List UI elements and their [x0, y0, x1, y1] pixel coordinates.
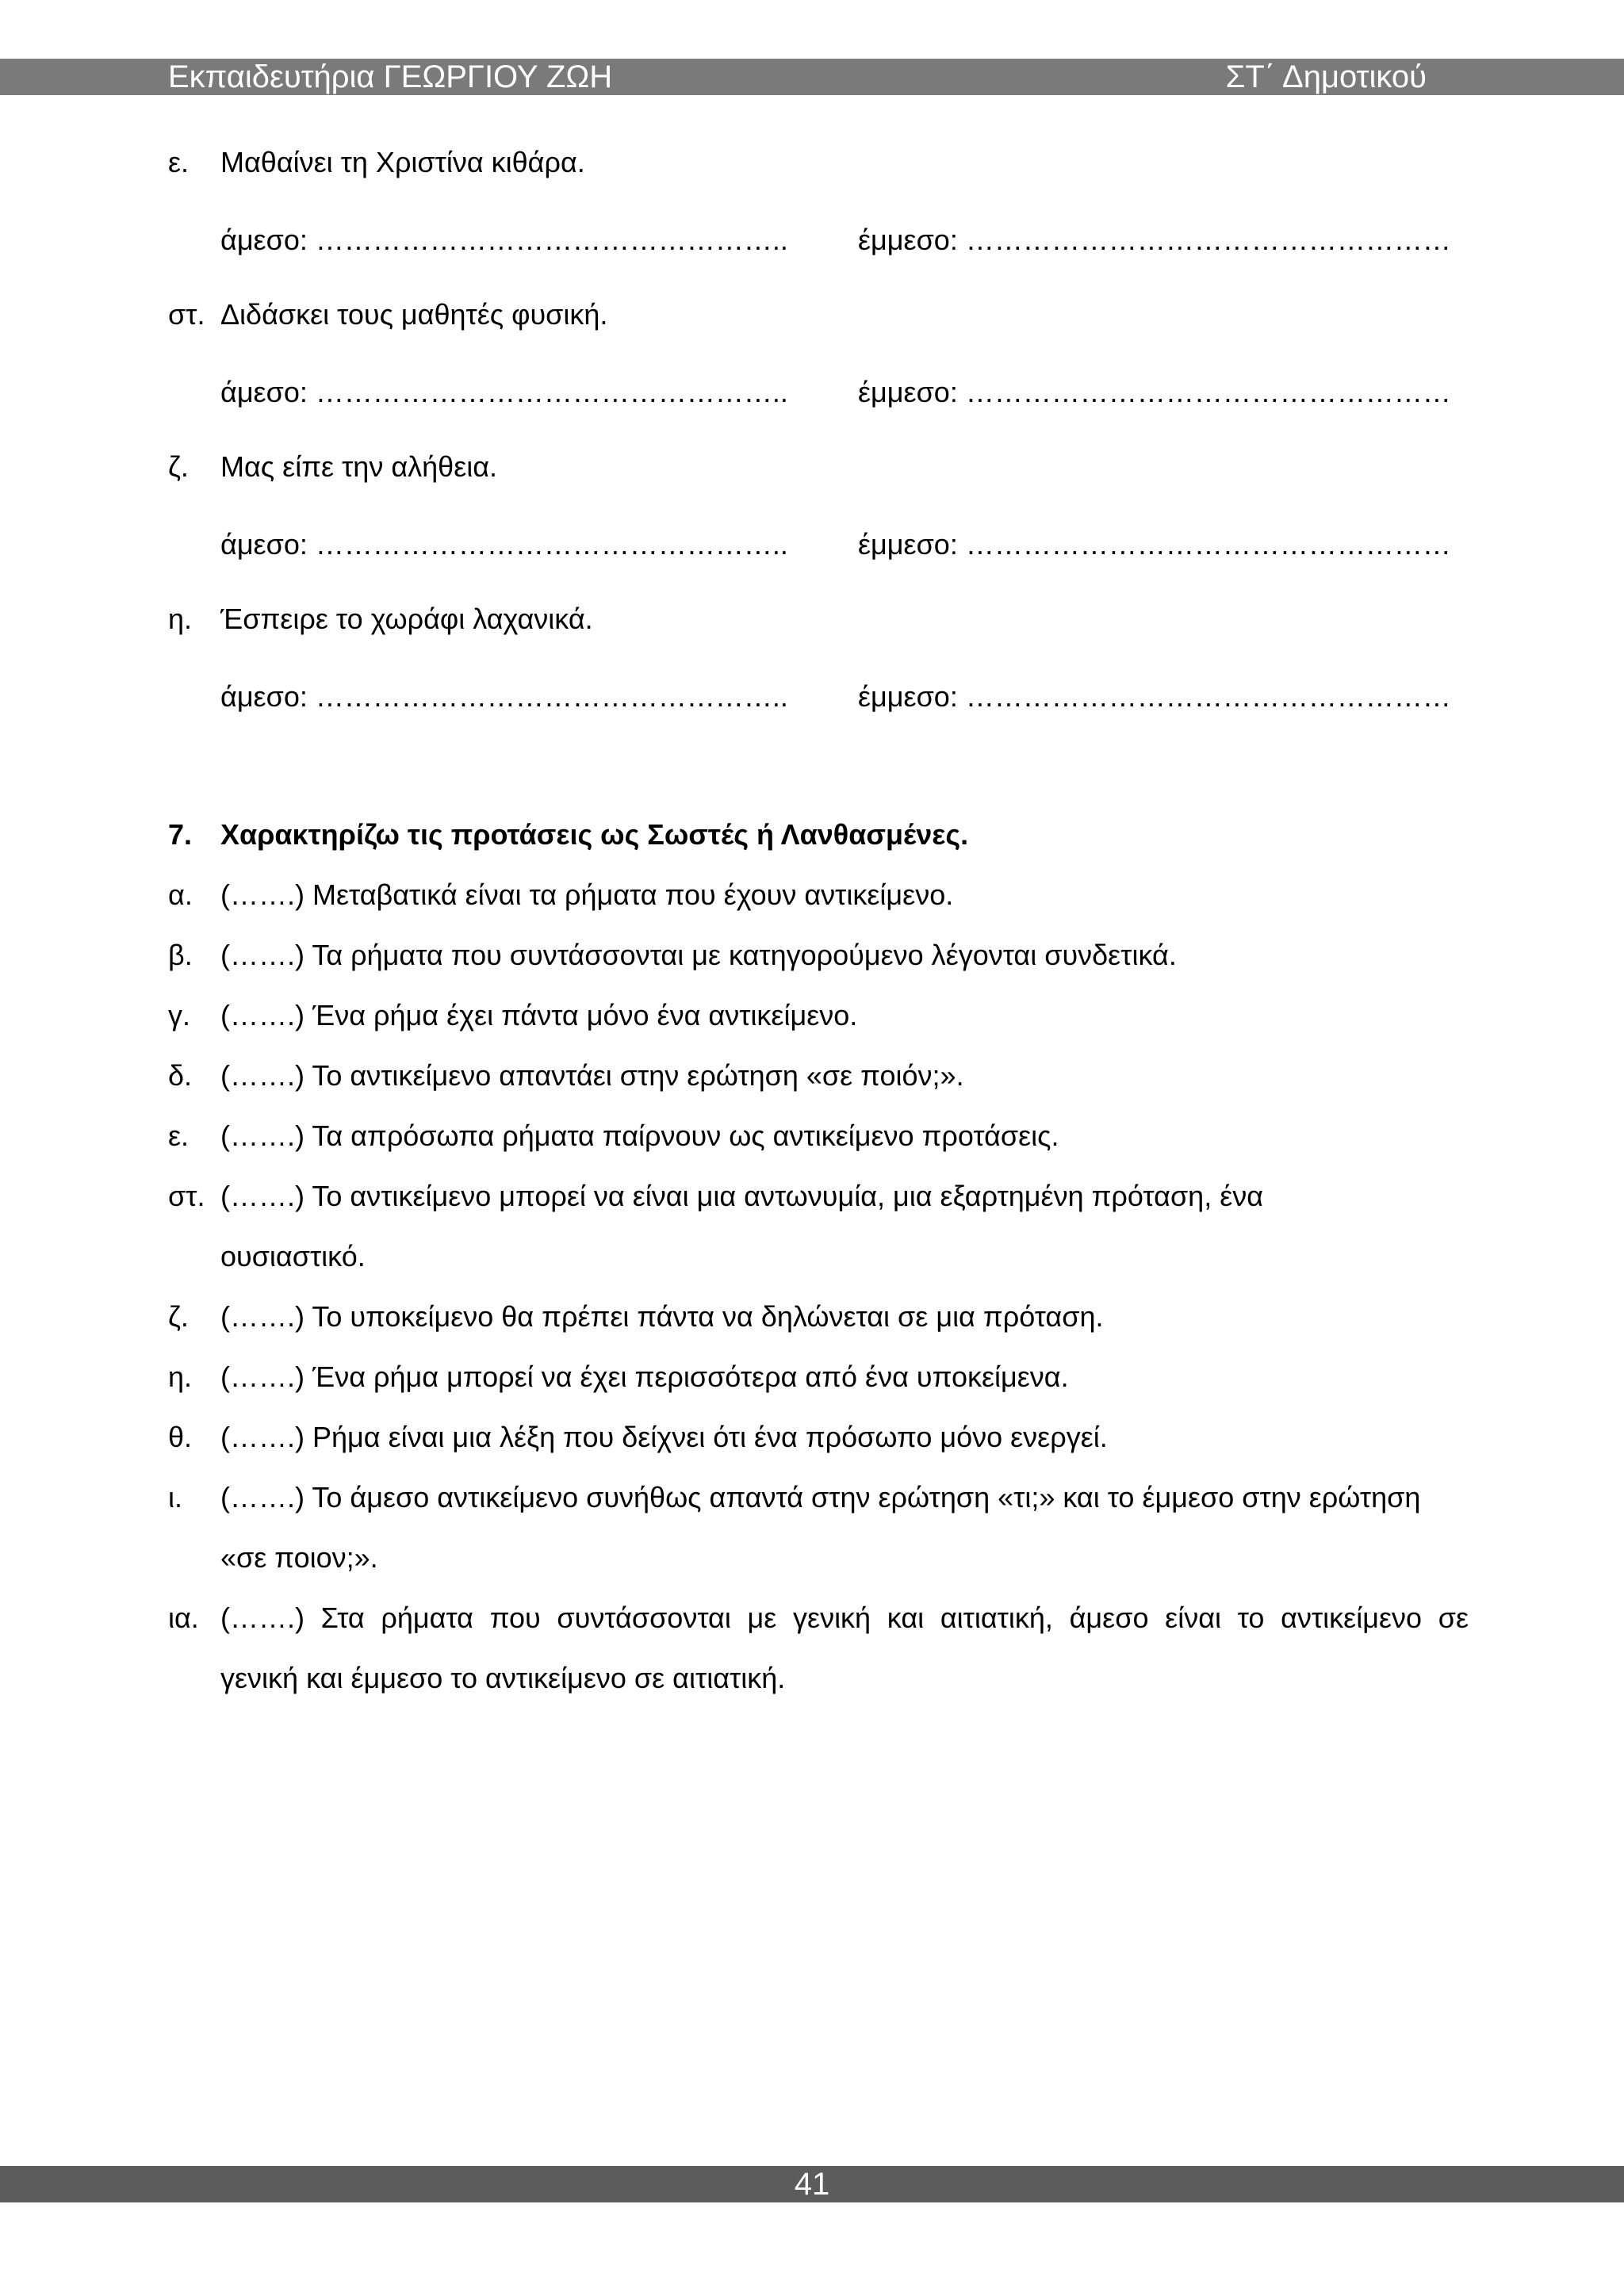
item-marker: ζ.	[168, 1300, 189, 1333]
direct-object-blank[interactable]: άμεσο: …………………………………………..	[220, 376, 788, 408]
item-sentence: Διδάσκει τους μαθητές φυσική.	[220, 298, 608, 331]
item-marker: β.	[168, 939, 193, 971]
header-grade: ΣΤ΄ Δημοτικού	[1225, 59, 1427, 94]
item-marker: ι.	[168, 1481, 182, 1513]
statement-text-continued: «σε ποιον;».	[220, 1541, 378, 1574]
direct-object-blank[interactable]: άμεσο: …………………………………………..	[220, 528, 788, 561]
statement-text[interactable]: (…….) Ρήμα είναι μια λέξη που δείχνει ότι ένα πρόσωπο μόνο ενεργεί.	[220, 1421, 1108, 1453]
page-footer	[0, 2166, 1624, 2202]
statement-text[interactable]: (…….) Το αντικείμενο μπορεί να είναι μια αντωνυμία, μια εξαρτημένη πρόταση, ένα	[220, 1180, 1264, 1212]
indirect-object-blank[interactable]: έμμεσο: ……………………………………………	[858, 680, 1451, 713]
item-marker: η.	[168, 603, 193, 635]
statement-text[interactable]: (…….) Στα ρήματα που συντάσσονται με γενική και αιτιατική, άμεσο είναι το αντικείμενο σε	[220, 1601, 1469, 1634]
indirect-object-blank[interactable]: έμμεσο: ……………………………………………	[858, 224, 1451, 256]
indirect-object-blank[interactable]: έμμεσο: ……………………………………………	[858, 376, 1451, 408]
direct-object-blank[interactable]: άμεσο: …………………………………………..	[220, 680, 788, 713]
item-marker: α.	[168, 878, 193, 911]
direct-object-blank[interactable]: άμεσο: …………………………………………..	[220, 224, 788, 256]
item-marker: η.	[168, 1360, 193, 1393]
statement-text[interactable]: (…….) Το άμεσο αντικείμενο συνήθως απαντά στην ερώτηση «τι;» και το έμμεσο στην ερώτηση	[220, 1481, 1421, 1513]
page-number: 41	[794, 2167, 830, 2202]
exercise7-title	[168, 818, 969, 851]
statement-text[interactable]: (…….) Το υποκείμενο θα πρέπει πάντα να δηλώνεται σε μια πρόταση.	[220, 1300, 1104, 1333]
item-marker: δ.	[168, 1059, 193, 1092]
item-marker: γ.	[168, 999, 191, 1031]
item-marker: στ.	[168, 1180, 205, 1212]
statement-text[interactable]: (…….) Ένα ρήμα μπορεί να έχει περισσότερα από ένα υποκείμενα.	[220, 1360, 1069, 1393]
item-marker: ια.	[168, 1601, 199, 1634]
header-school-name: Εκπαιδευτήρια ΓΕΩΡΓΙΟΥ ΖΩΗ	[168, 59, 613, 94]
item-sentence: Μαθαίνει τη Χριστίνα κιθάρα.	[220, 146, 585, 178]
statement-text[interactable]: (…….) Τα απρόσωπα ρήματα παίρνουν ως αντικείμενο προτάσεις.	[220, 1119, 1059, 1152]
indirect-object-blank[interactable]: έμμεσο: ……………………………………………	[858, 528, 1451, 561]
item-marker: θ.	[168, 1421, 193, 1453]
statement-text[interactable]: (…….) Μεταβατικά είναι τα ρήματα που έχουν αντικείμενο.	[220, 878, 954, 911]
item-marker: ε.	[168, 1119, 190, 1152]
statement-text-continued: γενική και έμμεσο το αντικείμενο σε αιτιατική.	[220, 1662, 786, 1694]
exercise-instruction: Χαρακτηρίζω τις προτάσεις ως Σωστές ή Λανθασμένες.	[220, 818, 969, 851]
statement-text[interactable]: (…….) Το αντικείμενο απαντάει στην ερώτηση «σε ποιόν;».	[220, 1059, 964, 1092]
statement-text-continued: ουσιαστικό.	[220, 1240, 366, 1272]
item-sentence: Έσπειρε το χωράφι λαχανικά.	[220, 603, 593, 635]
item-marker: στ.	[168, 298, 205, 331]
statement-text[interactable]: (…….) Ένα ρήμα έχει πάντα μόνο ένα αντικείμενο.	[220, 999, 858, 1031]
item-marker: ε.	[168, 146, 190, 178]
item-marker: ζ.	[168, 450, 189, 483]
exercise-number: 7.	[168, 818, 193, 851]
item-sentence: Μας είπε την αλήθεια.	[220, 450, 498, 483]
statement-text[interactable]: (…….) Τα ρήματα που συντάσσονται με κατηγορούμενο λέγονται συνδετικά.	[220, 939, 1177, 971]
page-header	[0, 59, 1624, 95]
